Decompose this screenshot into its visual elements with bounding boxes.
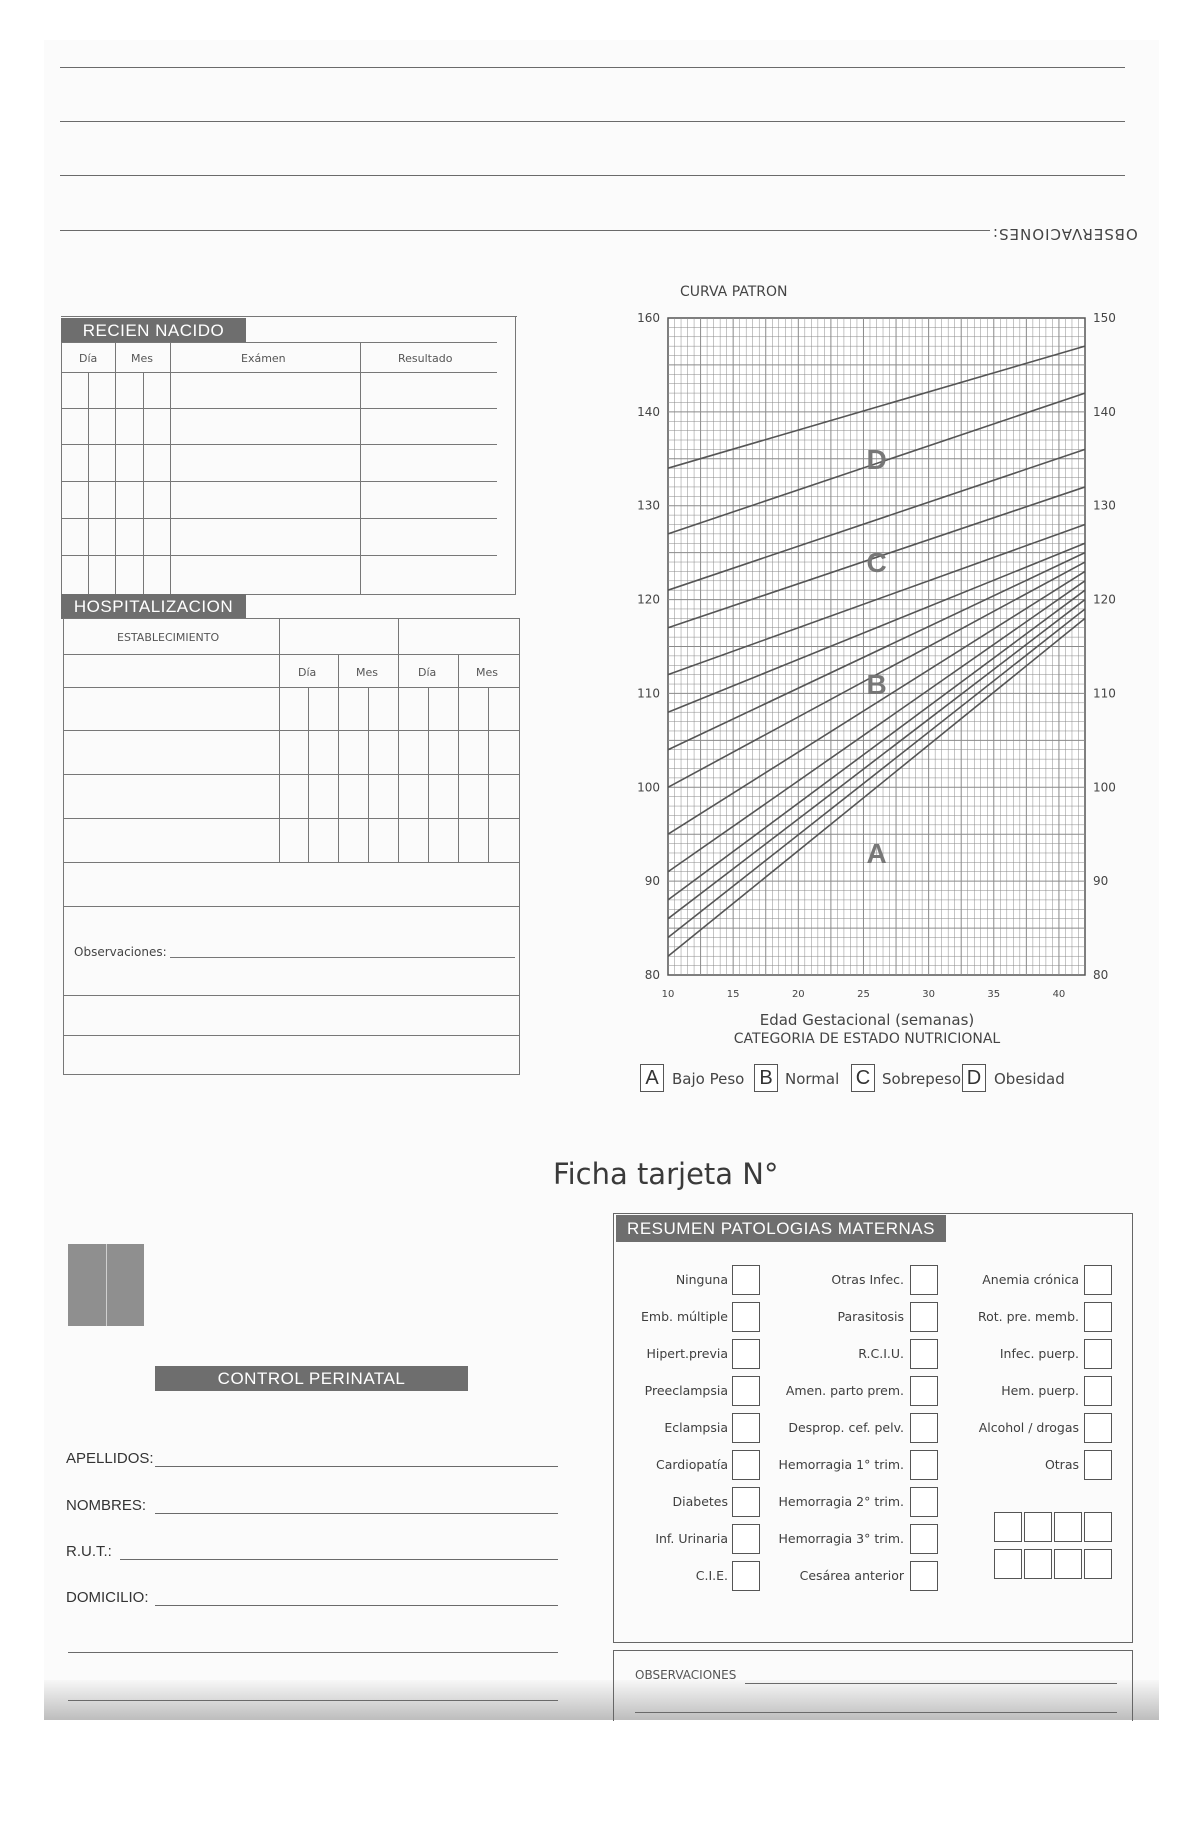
- pathology-checkbox[interactable]: [732, 1339, 760, 1369]
- domicilio-field-line-2[interactable]: [68, 1652, 558, 1653]
- pathology-checkbox[interactable]: [910, 1450, 938, 1480]
- pathology-checkbox[interactable]: [732, 1265, 760, 1295]
- y-tick-left: 110: [637, 686, 660, 701]
- pathology-label: Hemorragia 3° trim.: [778, 1531, 904, 1546]
- x-axis-label: Edad Gestacional (semanas): [759, 1011, 975, 1029]
- observaciones-upside-down-label: OBSERVACIONES:: [992, 225, 1138, 243]
- nombres-label: NOMBRES:: [66, 1497, 147, 1514]
- rut-field[interactable]: [120, 1559, 558, 1560]
- pathology-label: Hem. puerp.: [1001, 1383, 1079, 1398]
- pathology-checkbox[interactable]: [732, 1376, 760, 1406]
- hosp-h-2: [63, 687, 520, 688]
- y-tick-right: 110: [1093, 686, 1116, 701]
- pathology-checkbox[interactable]: [732, 1450, 760, 1480]
- code-box[interactable]: [1054, 1512, 1082, 1542]
- pathology-label: Inf. Urinaria: [655, 1531, 728, 1546]
- code-box[interactable]: [1084, 1512, 1112, 1542]
- y-tick-right: 80: [1093, 968, 1109, 982]
- rn-v-dia-split: [88, 372, 89, 594]
- hosp-observaciones-label: Observaciones:: [74, 945, 167, 959]
- hosp-obs-line[interactable]: [170, 957, 515, 958]
- pathology-checkbox[interactable]: [1084, 1413, 1112, 1443]
- pathology-checkbox[interactable]: [910, 1413, 938, 1443]
- zone-label-b: B: [866, 669, 887, 701]
- hosp-row[interactable]: [63, 774, 520, 775]
- code-box[interactable]: [994, 1512, 1022, 1542]
- zone-label-c: C: [866, 547, 887, 579]
- hosp-col-mes-1: Mes: [356, 666, 378, 679]
- pathology-checkbox[interactable]: [910, 1561, 938, 1591]
- legend-label-b: Normal: [785, 1070, 840, 1088]
- pathology-label: C.I.E.: [695, 1568, 728, 1583]
- pathology-label: R.C.I.U.: [858, 1346, 904, 1361]
- rn-v-mes-split: [143, 372, 144, 594]
- x-tick: 20: [791, 989, 805, 1000]
- chart-subtitle: CATEGORIA DE ESTADO NUTRICIONAL: [733, 1031, 1001, 1047]
- code-box[interactable]: [994, 1549, 1022, 1579]
- pathology-label: Preeclampsia: [644, 1383, 728, 1398]
- hosp-obs-line[interactable]: [63, 1035, 520, 1036]
- y-tick-left: 140: [637, 404, 660, 419]
- x-tick: 25: [857, 989, 870, 1000]
- rn-col-dia: Día: [79, 352, 98, 365]
- pathology-checkbox[interactable]: [1084, 1302, 1112, 1332]
- gobierno-de-chile-logo: [68, 1244, 144, 1326]
- rn-header-top: [61, 342, 497, 343]
- pathology-checkbox[interactable]: [732, 1561, 760, 1591]
- rut-label: R.U.T.:: [66, 1543, 112, 1560]
- pathology-checkbox[interactable]: [732, 1487, 760, 1517]
- pathology-checkbox[interactable]: [1084, 1339, 1112, 1369]
- ficha-tarjeta-title: Ficha tarjeta N°: [553, 1157, 779, 1191]
- x-tick: 35: [987, 989, 1001, 1000]
- rn-col-resultado: Resultado: [398, 352, 453, 365]
- rn-top-border: [61, 316, 517, 317]
- pathology-label: Eclampsia: [664, 1420, 728, 1435]
- observaciones-field[interactable]: [745, 1683, 1117, 1684]
- recien-nacido-title: RECIEN NACIDO: [61, 318, 246, 343]
- y-tick-left: 130: [637, 498, 660, 513]
- pathology-checkbox[interactable]: [910, 1376, 938, 1406]
- observaciones-field-2[interactable]: [635, 1712, 1117, 1713]
- curva-patron-chart: [610, 270, 1130, 1110]
- pathology-checkbox[interactable]: [1084, 1376, 1112, 1406]
- pathology-label: Ninguna: [675, 1272, 728, 1287]
- pathology-checkbox[interactable]: [1084, 1450, 1112, 1480]
- y-tick-right: 150: [1093, 311, 1116, 325]
- hosp-v-m2: [458, 654, 459, 862]
- pathology-label: Infec. puerp.: [999, 1346, 1079, 1361]
- pathology-checkbox[interactable]: [910, 1524, 938, 1554]
- y-tick-right: 120: [1093, 592, 1116, 607]
- pathology-label: Alcohol / drogas: [978, 1420, 1079, 1435]
- hosp-row[interactable]: [63, 730, 520, 731]
- pathology-label: Desprop. cef. pelv.: [788, 1420, 904, 1435]
- y-tick-left: 90: [644, 874, 660, 889]
- zone-label-a: A: [866, 837, 887, 869]
- apellidos-field[interactable]: [155, 1466, 558, 1467]
- rn-row[interactable]: [61, 481, 497, 482]
- rn-v-3: [360, 342, 361, 594]
- obs-line-2[interactable]: [60, 121, 1125, 122]
- resumen-title: RESUMEN PATOLOGIAS MATERNAS: [616, 1215, 946, 1242]
- nombres-field[interactable]: [155, 1513, 558, 1514]
- code-box[interactable]: [1054, 1549, 1082, 1579]
- hosp-row[interactable]: [63, 862, 520, 863]
- code-box[interactable]: [1024, 1512, 1052, 1542]
- rn-col-mes: Mes: [131, 352, 153, 365]
- domicilio-field[interactable]: [155, 1605, 558, 1606]
- hosp-h-1: [63, 654, 520, 655]
- pathology-label: Rot. pre. memb.: [977, 1309, 1079, 1324]
- hosp-row[interactable]: [63, 906, 520, 907]
- zone-label-d: D: [866, 443, 887, 475]
- pathology-checkbox[interactable]: [910, 1302, 938, 1332]
- y-tick-left: 120: [637, 592, 660, 607]
- pathology-label: Hemorragia 1° trim.: [778, 1457, 904, 1472]
- pathology-label: Hemorragia 2° trim.: [778, 1494, 904, 1509]
- x-tick: 10: [661, 989, 675, 1000]
- domicilio-label: DOMICILIO:: [66, 1589, 149, 1606]
- pathology-label: Anemia crónica: [982, 1272, 1079, 1287]
- legend-key-a: A: [640, 1064, 664, 1092]
- rn-v-1: [115, 342, 116, 594]
- hosp-row[interactable]: [63, 818, 520, 819]
- hosp-col-establecimiento: ESTABLECIMIENTO: [117, 631, 220, 644]
- pathology-checkbox[interactable]: [910, 1265, 938, 1295]
- pathology-label: Amen. parto prem.: [785, 1383, 904, 1398]
- hosp-v-m1: [338, 654, 339, 862]
- control-perinatal-title: CONTROL PERINATAL: [155, 1366, 468, 1391]
- rn-row[interactable]: [61, 444, 497, 445]
- hosp-col-mes-2: Mes: [476, 666, 498, 679]
- pathology-checkbox[interactable]: [1084, 1265, 1112, 1295]
- y-tick-right: 100: [1093, 780, 1116, 795]
- y-tick-right: 140: [1093, 404, 1116, 419]
- x-tick: 40: [1052, 989, 1066, 1000]
- pathology-label: Diabetes: [672, 1494, 728, 1509]
- pathology-label: Emb. múltiple: [641, 1309, 728, 1324]
- domicilio-field-line-3[interactable]: [68, 1700, 558, 1701]
- y-tick-right: 90: [1093, 874, 1109, 889]
- hospitalizacion-title: HOSPITALIZACION: [61, 594, 246, 619]
- code-box[interactable]: [1084, 1549, 1112, 1579]
- pathology-checkbox[interactable]: [910, 1487, 938, 1517]
- hosp-col-dia-1: Día: [298, 666, 317, 679]
- code-box[interactable]: [1024, 1549, 1052, 1579]
- rn-row[interactable]: [61, 372, 497, 373]
- pathology-checkbox[interactable]: [732, 1302, 760, 1332]
- obs-line-1[interactable]: [60, 67, 1125, 68]
- y-tick-right: 130: [1093, 498, 1116, 513]
- pathology-label: Otras Infec.: [831, 1272, 904, 1287]
- rn-row[interactable]: [61, 408, 497, 409]
- hosp-obs-line[interactable]: [63, 995, 520, 996]
- pathology-label: Hipert.previa: [646, 1346, 728, 1361]
- chart-title: CURVA PATRON: [680, 284, 788, 300]
- legend-label-c: Sobrepeso: [882, 1070, 962, 1088]
- obs-line-4[interactable]: [60, 230, 990, 231]
- pathology-checkbox[interactable]: [732, 1413, 760, 1443]
- pathology-label: Cesárea anterior: [799, 1568, 904, 1583]
- apellidos-label: APELLIDOS:: [66, 1450, 154, 1467]
- pathology-label: Otras: [1044, 1457, 1079, 1472]
- rn-col-examen: Exámen: [241, 352, 286, 365]
- legend-key-c: C: [851, 1064, 875, 1092]
- legend-key-b: B: [754, 1064, 778, 1092]
- hosp-col-dia-2: Día: [418, 666, 437, 679]
- x-tick: 30: [922, 989, 935, 1000]
- legend-key-d: D: [962, 1064, 986, 1092]
- legend-label-d: Obesidad: [994, 1070, 1065, 1088]
- y-tick-left: 80: [644, 968, 660, 982]
- pathology-checkbox[interactable]: [910, 1339, 938, 1369]
- rn-row[interactable]: [61, 518, 497, 519]
- pathology-label: Cardiopatía: [656, 1457, 728, 1472]
- pathology-checkbox[interactable]: [732, 1524, 760, 1554]
- rn-v-2: [170, 342, 171, 594]
- observaciones-box: [613, 1650, 1133, 1721]
- rn-left-border: [61, 342, 62, 596]
- pathology-label: Parasitosis: [837, 1309, 904, 1324]
- legend-label-a: Bajo Peso: [672, 1070, 745, 1088]
- y-tick-left: 100: [637, 780, 660, 795]
- y-tick-left: 160: [637, 311, 660, 325]
- obs-line-3[interactable]: [60, 175, 1125, 176]
- rn-row[interactable]: [61, 555, 497, 556]
- observaciones-label: OBSERVACIONES: [635, 1668, 737, 1682]
- x-tick: 15: [726, 989, 740, 1000]
